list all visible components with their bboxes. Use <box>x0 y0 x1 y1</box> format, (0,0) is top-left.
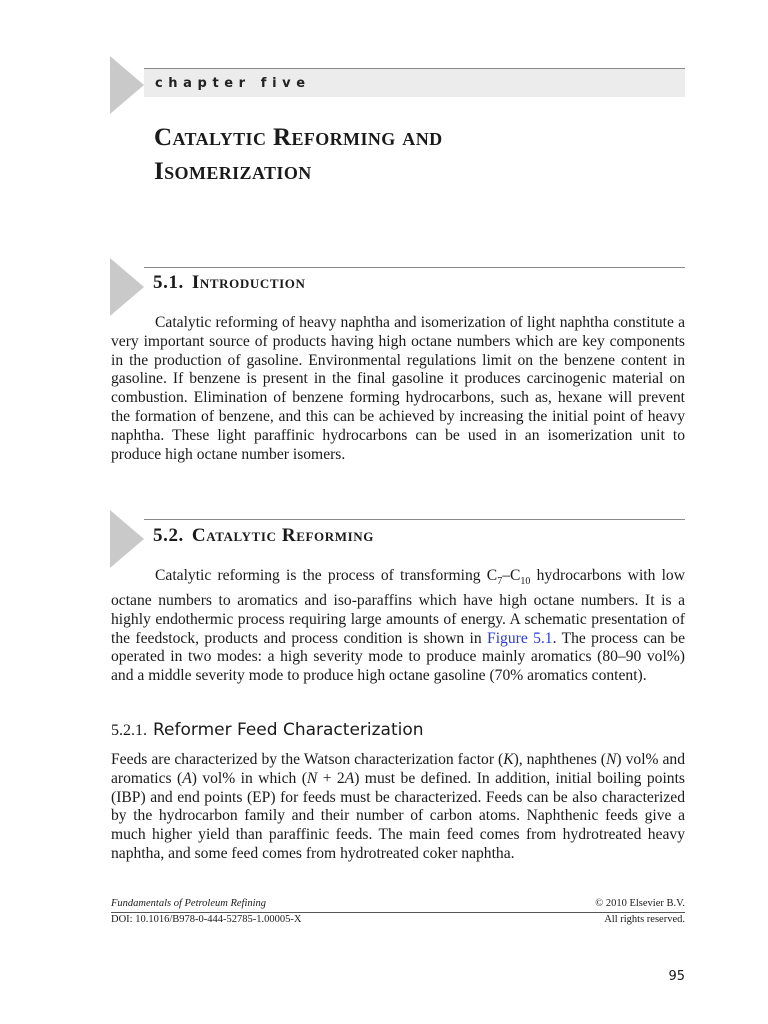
paragraph-text: –C <box>502 567 521 584</box>
paragraph-text: ) must be defined. In addition, initial boiling points (IBP) and end points (EP) for feeds must be characterized. Feeds can be also characterized by the hydrocarbon family and their number of carbon atoms. Naphthenic feeds give a much higher yield than paraffinic feeds. The main feed comes from hydrotreated heavy naphtha, and some feed comes from hydrotreated coker naphtha. <box>111 769 685 862</box>
section-rule <box>144 519 685 520</box>
rights-reserved: All rights reserved. <box>604 914 685 925</box>
section-heading-catalytic-reforming <box>153 525 374 547</box>
paragraph-text: hydrocarbons with low octane numbers to aromatics and iso-paraffins which have high octane numbers. It is a highly endothermic process requiring large amounts of energy. A schematic presentation of the feedstock, products and process condition is shown in <box>111 567 685 647</box>
section-title: Catalytic Reforming <box>191 525 374 546</box>
paragraph-text: ) vol% in which ( <box>191 769 307 787</box>
subsection-number: 5.2.1. <box>111 722 147 739</box>
subscript-7: 7 <box>497 576 503 588</box>
chapter-label: chapter five <box>155 76 311 91</box>
introduction-paragraph: Catalytic reforming of heavy naphtha and isomerization of light naphtha constitute a very important source of products having high octane numbers which are key components in the production of gasoline. Environmental regulations limit on the benzene content in gasoline. If benzene is present in the final gasoline it produces carcinogenic material on combustion. Elimination of benzene forming hydrocarbons, such as, hexane will prevent the formation of benzene, and this can be achieved by increasing the initial point of heavy naphtha. These light paraffinic hydrocarbons can be used in an isomerization unit to produce high octane number isomers. <box>111 314 685 463</box>
subsection-heading <box>111 720 424 740</box>
doi: DOI: 10.1016/B978-0-444-52785-1.00005-X <box>111 914 302 925</box>
section-rule <box>144 267 685 268</box>
symbol-a: A <box>344 769 355 787</box>
figure-5-1-link[interactable]: Figure 5.1 <box>487 629 553 647</box>
feed-characterization-paragraph <box>111 751 685 864</box>
symbol-k: K <box>503 751 514 768</box>
paragraph-text: ) vol% and aromatics ( <box>111 751 686 787</box>
catalytic-reforming-paragraph <box>111 567 685 686</box>
paragraph-text: ), naphthenes ( <box>513 751 607 768</box>
subsection-title: Reformer Feed Characterization <box>153 720 424 740</box>
book-title: Fundamentals of Petroleum Refining <box>111 898 267 909</box>
section-arrow-decoration <box>110 510 144 568</box>
paragraph-text: Catalytic reforming is the process of transforming C <box>155 567 498 584</box>
section-title: Introduction <box>191 272 306 293</box>
chapter-title-line-1: Catalytic Reforming and <box>154 124 443 151</box>
section-number: 5.1. <box>153 272 184 293</box>
symbol-a: A <box>182 769 192 787</box>
paragraph-text: + 2 <box>317 769 345 787</box>
paragraph-text: . The process can be operated in two modes: a high severity mode to produce mainly aromatics (80–90 vol%) and a middle severity mode to produce high octane gasoline (70% aromatics content). <box>111 629 685 685</box>
subscript-10: 10 <box>520 576 531 588</box>
footer-rule <box>111 912 685 913</box>
symbol-n: N <box>606 751 617 768</box>
section-arrow-decoration <box>110 258 144 316</box>
section-number: 5.2. <box>153 525 184 546</box>
section-heading-introduction <box>153 272 305 294</box>
copyright: © 2010 Elsevier B.V. <box>595 898 685 909</box>
paragraph-text: Feeds are characterized by the Watson characterization factor ( <box>111 751 504 768</box>
chapter-arrow-decoration <box>110 56 144 114</box>
page-number: 95 <box>668 969 685 984</box>
chapter-title-line-2: Isomerization <box>154 158 312 185</box>
symbol-n: N <box>306 769 318 787</box>
